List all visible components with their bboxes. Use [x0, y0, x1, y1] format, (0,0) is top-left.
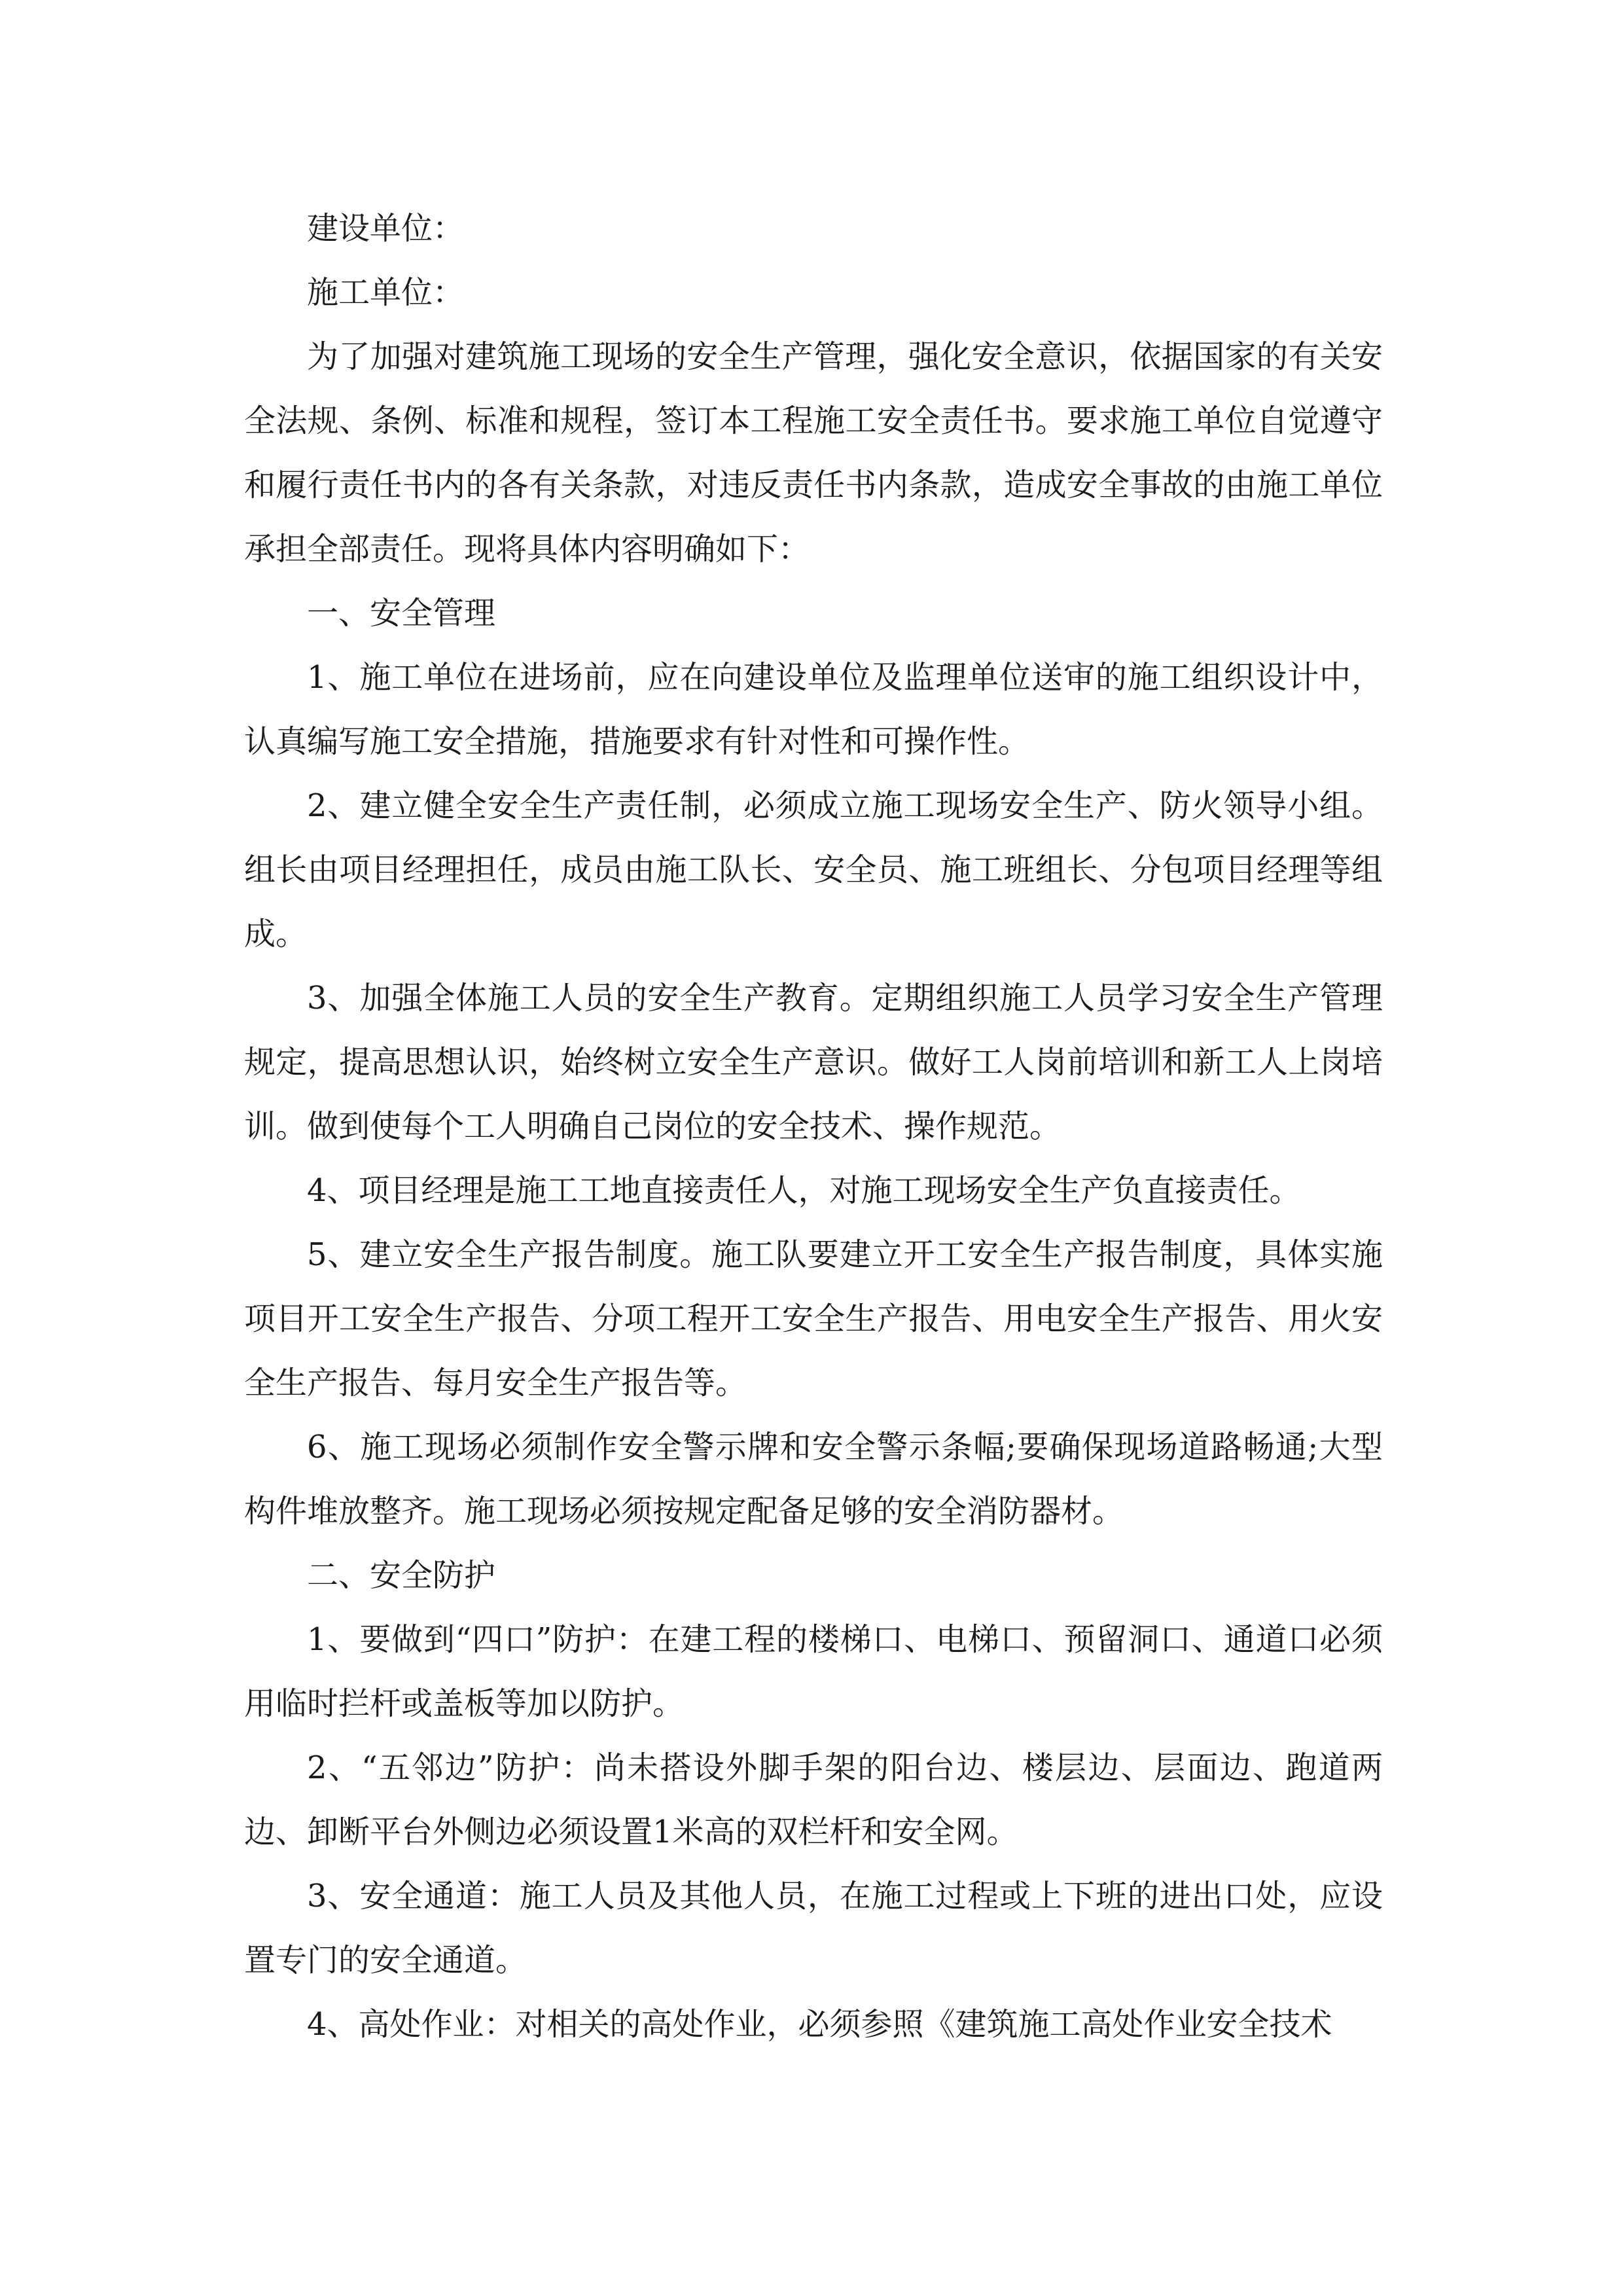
- paragraph-management-2: 2、建立健全安全生产责任制，必须成立施工现场安全生产、防火领导小组。组长由项目经理担任，成员由施工队长、安全员、施工班组长、分包项目经理等组成。: [244, 787, 1383, 952]
- paragraph-management-1: 1、施工单位在进场前，应在向建设单位及监理单位送审的施工组织设计中，认真编写施工安全措施，措施要求有针对性和可操作性。: [244, 659, 1383, 760]
- section-heading-safety-management: 一、安全管理: [307, 595, 496, 632]
- paragraph-management-5: 5、建立安全生产报告制度。施工队要建立开工安全生产报告制度，具体实施项目开工安全生产报告、分项工程开工安全生产报告、用电安全生产报告、用火安全生产报告、每月安全生产报告等。: [244, 1236, 1383, 1401]
- paragraph-construction-unit: 建设单位：: [307, 210, 465, 247]
- document-body: [244, 196, 1383, 2056]
- paragraph-management-4: 4、项目经理是施工工地直接责任人，对施工现场安全生产负直接责任。: [307, 1172, 1301, 1209]
- paragraph-management-3: 3、加强全体施工人员的安全生产教育。定期组织施工人员学习安全生产管理规定，提高思想认识，始终树立安全生产意识。做好工人岗前培训和新工人上岗培训。做到使每个工人明确自己岗位的安全技术、操作规范。: [244, 980, 1383, 1145]
- paragraph-protection-1: 1、要做到“四口”防护：在建工程的楼梯口、电梯口、预留洞口、通道口必须用临时拦杆或盖板等加以防护。: [244, 1621, 1383, 1722]
- paragraph-contractor-unit: 施工单位：: [307, 274, 465, 311]
- paragraph-protection-2: 2、“五邻边”防护：尚未搭设外脚手架的阳台边、楼层边、层面边、跑道两边、卸断平台外侧边必须设置1米高的双栏杆和安全网。: [244, 1749, 1383, 1850]
- paragraph-protection-3: 3、安全通道：施工人员及其他人员，在施工过程或上下班的进出口处，应设置专门的安全通道。: [244, 1878, 1383, 1979]
- paragraph-management-6: 6、施工现场必须制作安全警示牌和安全警示条幅;要确保现场道路畅通;大型构件堆放整齐。施工现场必须按规定配备足够的安全消防器材。: [244, 1429, 1383, 1530]
- section-heading-safety-protection: 二、安全防护: [307, 1557, 496, 1594]
- paragraph-protection-4: 4、高处作业：对相关的高处作业，必须参照《建筑施工高处作业安全技术: [307, 2006, 1332, 2043]
- paragraph-intro: 为了加强对建筑施工现场的安全生产管理，强化安全意识，依据国家的有关安全法规、条例、标准和规程，签订本工程施工安全责任书。要求施工单位自觉遵守和履行责任书内的各有关条款，对违反责任书内条款，造成安全事故的由施工单位承担全部责任。现将具体内容明确如下：: [244, 338, 1383, 567]
